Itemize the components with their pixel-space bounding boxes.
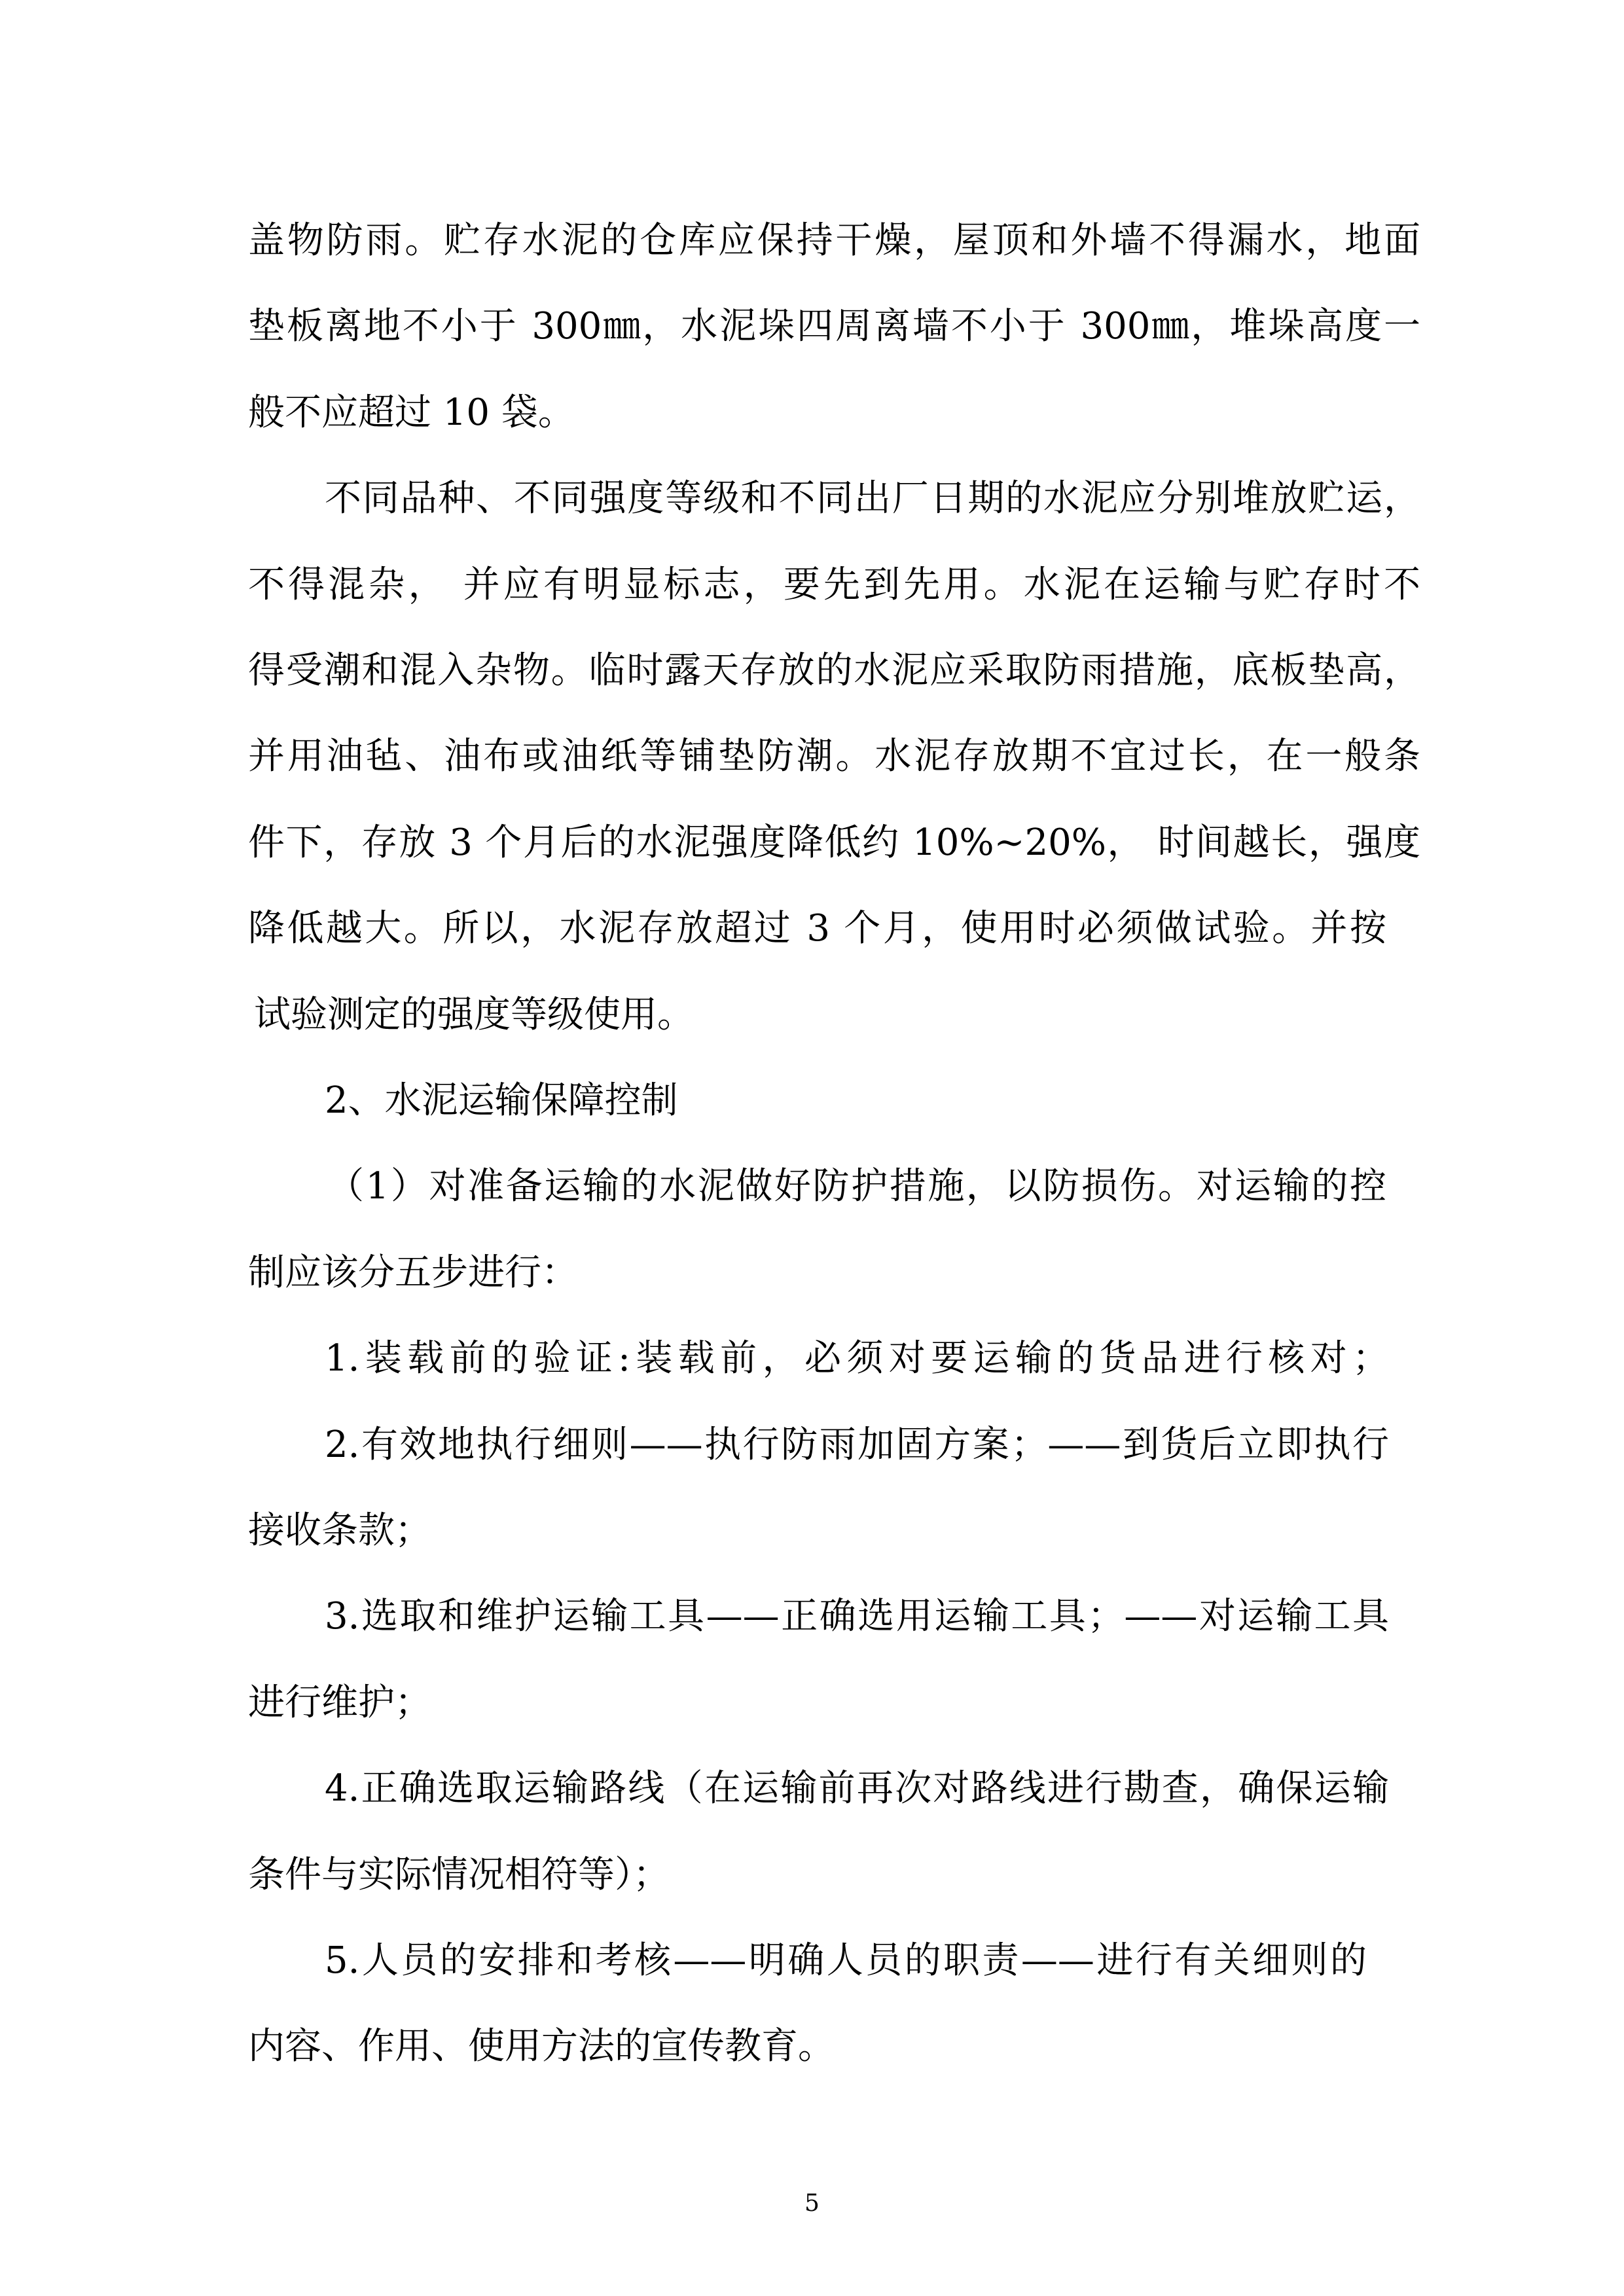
text-line: 试验测定的强度等级使用。 xyxy=(254,993,694,1036)
text-line: 盖物防雨。贮存水泥的仓库应保持干燥，屋顶和外墙不得漏水，地面 xyxy=(248,219,1420,262)
text-line: 并用油毡、油布或油纸等铺垫防潮。水泥存放期不宜过长，在一般条 xyxy=(248,735,1420,778)
text-line: 得受潮和混入杂物。临时露天存放的水泥应采取防雨措施，底板垫高， xyxy=(248,649,1420,692)
text-line: 3.选取和维护运输工具——正确选用运输工具；——对运输工具 xyxy=(325,1595,1389,1638)
text-line: 1.装载前的验证:装载前，必须对要运输的货品进行核对； xyxy=(325,1337,1389,1380)
text-line: 降低越大。所以，水泥存放超过 3 个月，使用时必须做试验。并按 xyxy=(248,907,1386,950)
text-line: 进行维护； xyxy=(248,1681,431,1724)
text-line: 接收条款； xyxy=(248,1509,431,1552)
text-line: 2、水泥运输保障控制 xyxy=(325,1079,678,1122)
text-line: 内容、作用、使用方法的宣传教育。 xyxy=(248,2025,835,2068)
text-line: 件下，存放 3 个月后的水泥强度降低约 10%~20%， 时间越长，强度 xyxy=(248,821,1420,864)
text-line: 制应该分五步进行： xyxy=(248,1251,578,1294)
text-line: （1）对准备运输的水泥做好防护措施，以防损伤。对运输的控 xyxy=(327,1165,1386,1208)
text-line: 2.有效地执行细则——执行防雨加固方案；——到货后立即执行 xyxy=(325,1423,1389,1466)
text-line: 般不应超过 10 袋。 xyxy=(248,391,575,434)
text-line: 4.正确选取运输路线（在运输前再次对路线进行勘查，确保运输 xyxy=(325,1767,1389,1810)
text-line: 垫板离地不小于 300㎜，水泥垛四周离墙不小于 300㎜，堆垛高度一 xyxy=(248,305,1420,348)
page-number: 5 xyxy=(804,2190,820,2217)
text-line: 条件与实际情况相符等）； xyxy=(248,1853,670,1896)
text-line: 5.人员的安排和考核——明确人员的职责——进行有关细则的 xyxy=(325,1939,1367,1982)
text-line: 不同品种、不同强度等级和不同出厂日期的水泥应分别堆放贮运， xyxy=(325,477,1420,520)
text-line: 不得混杂， 并应有明显标志，要先到先用。水泥在运输与贮存时不 xyxy=(248,563,1420,606)
